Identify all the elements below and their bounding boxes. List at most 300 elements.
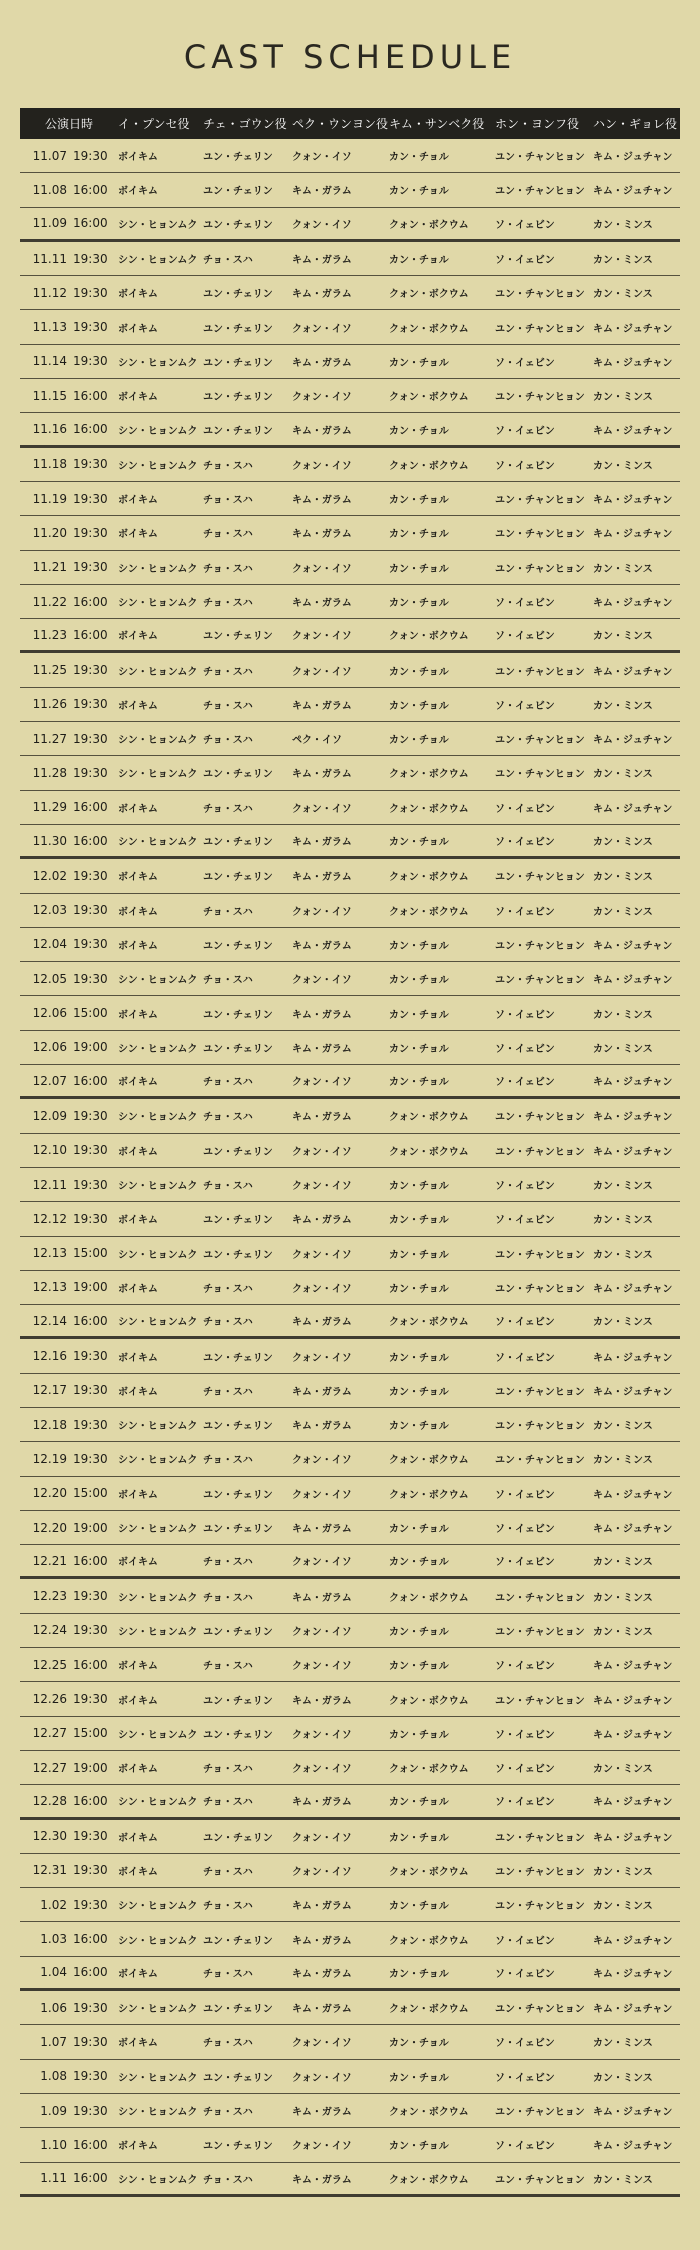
table-row [20,1991,680,2025]
date-cell: 11.22 [32,594,67,609]
role-3-cell: キム・ガラム [292,1695,352,1707]
role-6-cell: キム・ジュチャン [593,2141,673,2153]
role-2-cell: チョ・スハ [203,1181,253,1193]
role-2-cell: チョ・スハ [203,1283,253,1295]
role-3-cell: クォン・イソ [292,906,352,918]
role-1-cell: シン・ヒョンムク [118,425,198,437]
role-6-cell: キム・ジュチャン [593,803,673,815]
role-1-cell: シン・ヒョンムク [118,1317,198,1329]
role-1-cell: シン・ヒョンムク [118,1043,198,1055]
role-2-cell: ユン・チェリン [203,769,273,781]
date-cell: 12.04 [32,937,67,952]
table-row [20,1168,680,1202]
role-5-cell: ソ・イェビン [495,1935,555,1947]
time-cell: 19:30 [73,491,108,506]
role-5-cell: ソ・イェビン [495,598,555,609]
time-cell: 19:30 [73,731,108,746]
role-3-cell: クォン・イソ [292,1077,352,1089]
time-cell: 19:30 [73,1108,108,1123]
role-2-cell: チョ・スハ [203,2107,253,2119]
role-6-cell: キム・ジュチャン [593,186,673,198]
date-cell: 12.18 [32,1417,67,1432]
role-3-cell: キム・ガラム [292,1421,352,1433]
header-role-6: ハン・ギョレ役 [593,117,678,131]
table-row [20,345,680,379]
time-cell: 19:30 [73,1589,108,1604]
role-2-cell: チョ・スハ [203,666,253,678]
role-3-cell: クォン・イソ [292,1249,352,1261]
role-1-cell: ボイキム [118,1832,158,1844]
table-row [20,1031,680,1065]
date-cell: 12.07 [32,1073,67,1088]
role-1-cell: ボイキム [118,631,158,643]
role-6-cell: カン・ミンス [593,700,653,712]
role-5-cell: ユン・チャンヒョン [495,1455,585,1467]
date-cell: 1.08 [40,2069,67,2084]
role-3-cell: キム・ガラム [292,1215,352,1227]
date-cell: 12.24 [32,1623,67,1638]
role-6-cell: カン・ミンス [593,563,653,575]
table-row [20,2163,680,2197]
time-cell: 16:00 [73,1313,108,1328]
role-3-cell: クォン・イソ [292,1866,352,1878]
role-6-cell: カン・ミンス [593,460,653,472]
table-row [20,1134,680,1168]
role-1-cell: シン・ヒョンムク [118,2174,198,2186]
table-row [20,1065,680,1099]
role-1-cell: ボイキム [118,1146,158,1158]
time-cell: 16:00 [73,800,108,815]
table-row [20,996,680,1030]
role-6-cell: カン・ミンス [593,1181,653,1193]
role-4-cell: カン・チョル [389,1386,449,1398]
role-1-cell: ボイキム [118,529,158,541]
role-6-cell: カン・ミンス [593,1317,653,1329]
role-5-cell: ソ・イェビン [495,837,555,849]
role-4-cell: カン・チョル [389,495,449,507]
role-5-cell: ソ・イェビン [495,2141,555,2153]
role-4-cell: カン・チョル [389,2038,449,2050]
role-2-cell: チョ・スハ [203,700,253,712]
table-row [20,310,680,344]
role-3-cell: キム・ガラム [292,700,352,712]
table-header [20,108,680,139]
role-4-cell: クォン・ボクウム [389,1112,469,1124]
role-2-cell: チョ・スハ [203,1455,253,1467]
role-5-cell: ソ・イェビン [495,906,555,918]
role-3-cell: キム・ガラム [292,1043,352,1055]
table-row [20,551,680,585]
role-1-cell: シン・ヒョンムク [118,357,198,369]
role-4-cell: カン・チョル [389,529,449,541]
table-row [20,1305,680,1339]
role-3-cell: クォン・イソ [292,219,352,231]
role-1-cell: シン・ヒョンムク [118,1592,198,1604]
date-cell: 12.16 [32,1349,67,1364]
role-4-cell: クォン・ボクウム [389,392,469,404]
role-6-cell: カン・ミンス [593,837,653,849]
date-cell: 12.17 [32,1383,67,1398]
cast-schedule-table [20,108,680,2197]
date-cell: 12.26 [32,1692,67,1706]
role-1-cell: シン・ヒョンムク [118,1421,198,1433]
role-4-cell: カン・チョル [389,1661,449,1673]
table-row [20,1408,680,1442]
role-6-cell: カン・ミンス [593,769,653,781]
role-1-cell: シン・ヒョンムク [118,735,198,747]
role-6-cell: キム・ジュチャン [593,1077,673,1089]
date-cell: 12.20 [32,1520,67,1535]
role-6-cell: カン・ミンス [593,631,653,643]
date-cell: 12.25 [32,1657,67,1672]
role-3-cell: クォン・イソ [292,631,352,643]
role-4-cell: カン・チョル [389,1009,449,1021]
role-3-cell: キム・ガラム [292,837,352,849]
role-1-cell: シン・ヒョンムク [118,255,198,267]
role-4-cell: クォン・ボクウム [389,1935,469,1947]
role-4-cell: クォン・ボクウム [389,1866,469,1878]
role-4-cell: クォン・ボクウム [389,2004,469,2016]
time-cell: 15:00 [73,1246,108,1261]
table-body [20,139,680,2197]
role-1-cell: ボイキム [118,1077,158,1089]
time-cell: 19:00 [73,1520,108,1535]
role-3-cell: キム・ガラム [292,2107,352,2119]
role-1-cell: ボイキム [118,1764,158,1776]
role-5-cell: ソ・イェビン [495,1797,555,1809]
time-cell: 16:00 [73,594,108,609]
role-4-cell: クォン・ボクウム [389,872,469,884]
role-1-cell: シン・ヒョンムク [118,460,198,472]
role-5-cell: ソ・イェビン [495,1077,555,1089]
role-3-cell: クォン・イソ [292,460,352,472]
date-cell: 12.09 [32,1108,67,1123]
role-5-cell: ソ・イェビン [495,1524,555,1536]
role-2-cell: ユン・チェリン [203,1489,273,1501]
role-5-cell: ソ・イェビン [495,1352,555,1364]
role-5-cell: ソ・イェビン [495,357,555,369]
role-2-cell: チョ・スハ [203,529,253,541]
table-row [20,2060,680,2094]
table-row [20,1854,680,1888]
role-6-cell: キム・ジュチャン [593,2107,673,2119]
role-2-cell: ユン・チェリン [203,357,273,369]
table-row [20,1614,680,1648]
time-cell: 19:30 [73,1692,108,1706]
role-4-cell: クォン・ボクウム [389,906,469,918]
role-5-cell: ユン・チャンヒョン [495,1832,585,1844]
date-cell: 12.27 [32,1760,67,1775]
role-4-cell: カン・チョル [389,1901,449,1913]
role-1-cell: ボイキム [118,1352,158,1364]
table-row [20,242,680,276]
role-4-cell: クォン・ボクウム [389,631,469,643]
role-1-cell: シン・ヒョンムク [118,1626,198,1638]
role-6-cell: キム・ジュチャン [593,425,673,437]
role-6-cell: カン・ミンス [593,2038,653,2050]
role-5-cell: ユン・チャンヒョン [495,1592,585,1604]
table-row [20,276,680,310]
role-4-cell: カン・チョル [389,425,449,437]
role-3-cell: クォン・イソ [292,1661,352,1673]
table-row [20,859,680,893]
table-row [20,1579,680,1613]
date-cell: 12.12 [32,1211,67,1226]
role-3-cell: クォン・イソ [292,1764,352,1776]
role-1-cell: シン・ヒョンムク [118,2072,198,2084]
table-row [20,962,680,996]
time-cell: 16:00 [73,1553,108,1568]
role-6-cell: カン・ミンス [593,1626,653,1638]
header-datetime: 公演日時 [44,117,93,131]
role-2-cell: ユン・チェリン [203,1626,273,1638]
role-3-cell: キム・ガラム [292,2174,352,2186]
role-2-cell: チョ・スハ [203,460,253,472]
role-4-cell: カン・チョル [389,2141,449,2153]
role-2-cell: チョ・スハ [203,735,253,747]
time-cell: 19:30 [73,1211,108,1226]
role-4-cell: カン・チョル [389,837,449,849]
date-cell: 11.16 [32,422,67,437]
time-cell: 19:30 [73,937,108,952]
role-6-cell: キム・ジュチャン [593,666,673,678]
role-4-cell: カン・チョル [389,1557,449,1569]
time-cell: 19:00 [73,1760,108,1775]
role-6-cell: カン・ミンス [593,2174,653,2186]
date-cell: 11.07 [32,148,67,163]
role-1-cell: ボイキム [118,1661,158,1673]
role-3-cell: キム・ガラム [292,357,352,369]
table-row [20,1202,680,1236]
role-6-cell: カン・ミンス [593,1009,653,1021]
role-5-cell: ユン・チャンヒョン [495,1866,585,1878]
role-2-cell: ユン・チェリン [203,1249,273,1261]
role-3-cell: キム・ガラム [292,872,352,884]
role-4-cell: カン・チョル [389,735,449,747]
role-6-cell: カン・ミンス [593,1866,653,1878]
role-1-cell: ボイキム [118,186,158,198]
time-cell: 19:30 [73,1417,108,1432]
role-6-cell: キム・ジュチャン [593,357,673,369]
role-6-cell: カン・ミンス [593,1421,653,1433]
date-cell: 1.07 [40,2034,67,2049]
role-1-cell: シン・ヒョンムク [118,1249,198,1261]
role-5-cell: ユン・チャンヒョン [495,392,585,404]
role-2-cell: チョ・スハ [203,1797,253,1809]
time-cell: 16:00 [73,1965,108,1980]
role-4-cell: カン・チョル [389,1524,449,1536]
role-5-cell: ユン・チャンヒョン [495,975,585,987]
role-1-cell: ボイキム [118,1215,158,1227]
role-1-cell: シン・ヒョンムク [118,666,198,678]
role-2-cell: ユン・チェリン [203,2004,273,2016]
role-3-cell: キム・ガラム [292,186,352,198]
role-1-cell: ボイキム [118,1866,158,1878]
table-row [20,1477,680,1511]
role-3-cell: クォン・イソ [292,1626,352,1638]
role-6-cell: キム・ジュチャン [593,1968,673,1980]
role-1-cell: ボイキム [118,1283,158,1295]
role-6-cell: キム・ジュチャン [593,1146,673,1158]
role-1-cell: シン・ヒョンムク [118,1729,198,1741]
role-3-cell: キム・ガラム [292,1112,352,1124]
role-4-cell: クォン・ボクウム [389,1455,469,1467]
role-5-cell: ソ・イェビン [495,700,555,712]
date-cell: 12.13 [32,1246,67,1261]
role-4-cell: クォン・ボクウム [389,1592,469,1604]
role-4-cell: クォン・ボクウム [389,1764,469,1776]
date-cell: 11.08 [32,182,67,197]
role-6-cell: カン・ミンス [593,1043,653,1055]
time-cell: 19:30 [73,971,108,986]
role-1-cell: ボイキム [118,1386,158,1398]
role-5-cell: ソ・イェビン [495,1009,555,1021]
date-cell: 1.10 [40,2137,67,2152]
date-cell: 12.30 [32,1829,67,1844]
role-5-cell: ソ・イェビン [495,255,555,267]
role-3-cell: クォン・イソ [292,152,352,164]
role-4-cell: カン・チョル [389,186,449,198]
table-row [20,448,680,482]
table-row [20,482,680,516]
table-row [20,1374,680,1408]
role-3-cell: クォン・イソ [292,666,352,678]
table-row [20,2094,680,2128]
time-cell: 19:00 [73,1040,108,1055]
table-row [20,516,680,550]
role-1-cell: シン・ヒョンムク [118,1901,198,1913]
date-cell: 12.06 [32,1040,67,1055]
time-cell: 15:00 [73,1726,108,1741]
role-1-cell: ボイキム [118,700,158,712]
time-cell: 16:00 [73,1793,108,1808]
role-2-cell: ユン・チェリン [203,1695,273,1707]
role-4-cell: カン・チョル [389,1832,449,1844]
role-6-cell: キム・ジュチャン [593,495,673,507]
role-5-cell: ソ・イェビン [495,1729,555,1741]
role-1-cell: ボイキム [118,1489,158,1501]
role-4-cell: カン・チョル [389,1968,449,1980]
role-2-cell: チョ・スハ [203,1317,253,1329]
role-5-cell: ソ・イェビン [495,1764,555,1776]
role-6-cell: カン・ミンス [593,289,653,301]
role-5-cell: ユン・チャンヒョン [495,1421,585,1433]
role-2-cell: チョ・スハ [203,906,253,918]
role-3-cell: クォン・イソ [292,1283,352,1295]
role-1-cell: シン・ヒョンムク [118,563,198,575]
role-2-cell: チョ・スハ [203,255,253,267]
role-2-cell: チョ・スハ [203,1557,253,1569]
table-row [20,1820,680,1854]
role-2-cell: ユン・チェリン [203,392,273,404]
role-3-cell: キム・ガラム [292,529,352,541]
date-cell: 1.03 [40,1932,67,1947]
role-4-cell: カン・チョル [389,1249,449,1261]
role-5-cell: ユン・チャンヒョン [495,1626,585,1638]
time-cell: 19:30 [73,1143,108,1158]
role-4-cell: クォン・ボクウム [389,1146,469,1158]
role-1-cell: シン・ヒョンムク [118,2004,198,2016]
table-row [20,413,680,447]
role-2-cell: ユン・チェリン [203,2072,273,2084]
date-cell: 12.13 [32,1280,67,1295]
role-5-cell: ソ・イェビン [495,2072,555,2084]
role-3-cell: クォン・イソ [292,1832,352,1844]
role-1-cell: シン・ヒョンムク [118,2107,198,2119]
time-cell: 16:00 [73,2171,108,2186]
time-cell: 16:00 [73,1073,108,1088]
time-cell: 16:00 [73,216,108,231]
role-1-cell: ボイキム [118,152,158,164]
time-cell: 19:30 [73,1623,108,1638]
time-cell: 16:00 [73,2137,108,2152]
role-2-cell: ユン・チェリン [203,1935,273,1947]
role-3-cell: クォン・イソ [292,563,352,575]
role-2-cell: ユン・チェリン [203,323,273,335]
role-2-cell: チョ・スハ [203,2038,253,2050]
role-6-cell: キム・ジュチャン [593,152,673,164]
role-2-cell: チョ・スハ [203,1968,253,1980]
role-3-cell: キム・ガラム [292,1009,352,1021]
role-2-cell: ユン・チェリン [203,219,273,231]
role-5-cell: ユン・チャンヒョン [495,529,585,541]
role-3-cell: キム・ガラム [292,1386,352,1398]
date-cell: 1.02 [40,1897,67,1912]
role-4-cell: カン・チョル [389,1283,449,1295]
role-4-cell: クォン・ボクウム [389,1317,469,1329]
date-cell: 11.09 [32,216,67,231]
role-3-cell: クォン・イソ [292,975,352,987]
date-cell: 12.06 [32,1006,67,1021]
date-cell: 1.09 [40,2103,67,2118]
role-1-cell: ボイキム [118,2038,158,2050]
table-row [20,688,680,722]
role-1-cell: ボイキム [118,289,158,301]
time-cell: 16:00 [73,182,108,197]
role-6-cell: キム・ジュチャン [593,1112,673,1124]
role-1-cell: ボイキム [118,906,158,918]
role-3-cell: キム・ガラム [292,2004,352,2016]
table-row [20,2025,680,2059]
role-3-cell: クォン・イソ [292,1181,352,1193]
role-4-cell: カン・チョル [389,2072,449,2084]
role-6-cell: カン・ミンス [593,1215,653,1227]
table-row [20,1271,680,1305]
table-row [20,722,680,756]
role-2-cell: ユン・チェリン [203,425,273,437]
role-3-cell: クォン・イソ [292,1557,352,1569]
time-cell: 19:30 [73,525,108,540]
date-cell: 12.11 [32,1177,67,1192]
date-cell: 12.14 [32,1313,67,1328]
role-2-cell: ユン・チェリン [203,152,273,164]
role-1-cell: シン・ヒョンムク [118,1181,198,1193]
role-4-cell: カン・チョル [389,598,449,609]
role-2-cell: チョ・スハ [203,1592,253,1604]
date-cell: 11.26 [32,697,67,712]
time-cell: 19:30 [73,1863,108,1878]
role-5-cell: ソ・イェビン [495,803,555,815]
table-row [20,1751,680,1785]
role-6-cell: キム・ジュチャン [593,1524,673,1536]
time-cell: 19:30 [73,560,108,575]
table-row [20,653,680,687]
role-5-cell: ソ・イェビン [495,1661,555,1673]
role-5-cell: ユン・チャンヒョン [495,1249,585,1261]
table-row [20,1648,680,1682]
date-cell: 11.29 [32,800,67,815]
role-6-cell: カン・ミンス [593,1249,653,1261]
